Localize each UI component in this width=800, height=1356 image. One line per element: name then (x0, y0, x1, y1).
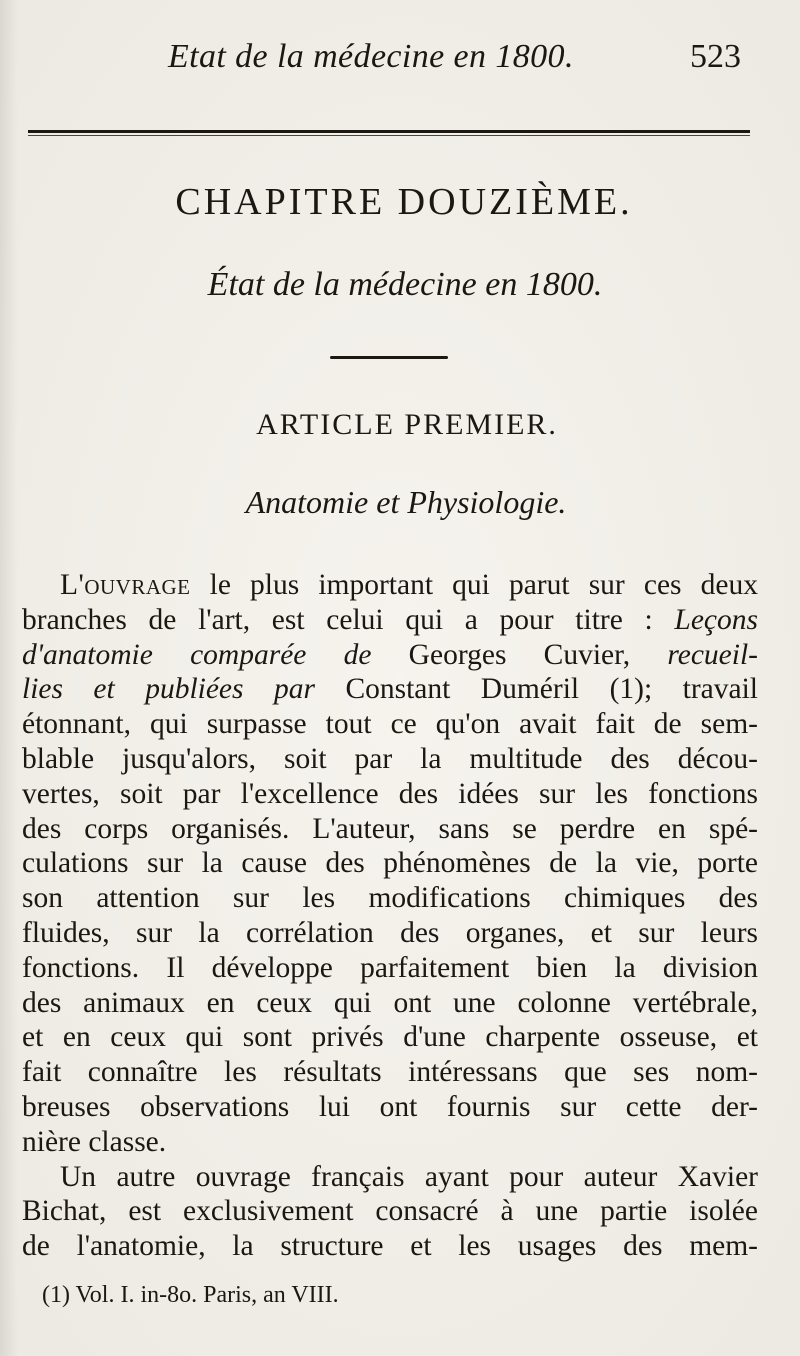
text-line: fonctions. Il développe parfaitement bien la division (22, 951, 758, 984)
text-line: blable jusqu'alors, soit par la multitude des décou- (22, 742, 758, 775)
italic-title: lies et publiées par (22, 673, 315, 706)
text-line: Bichat, est exclusivement consacré à une partie isolée (22, 1195, 758, 1228)
running-head-title: Etat de la médecine en 1800. (168, 38, 574, 75)
footnote: (1) Vol. I. in-8o. Paris, an VIII. (42, 1282, 339, 1308)
text-line (22, 672, 758, 707)
small-caps-opening: L'ouvrage (60, 569, 191, 601)
text-line: fluides, sur la corrélation des organes, et sur leurs (22, 916, 758, 949)
header-rule-thin (28, 135, 750, 136)
text-line (22, 568, 758, 603)
header-rule (28, 130, 750, 133)
chapter-heading: CHAPITRE DOUZIÈME. (175, 181, 633, 223)
page-number: 523 (690, 38, 741, 75)
text-line: son attention sur les modifications chimiques des (22, 882, 758, 915)
body-text (22, 568, 758, 1264)
text-line: fait connaître les résultats intéressans que ses nom- (22, 1056, 758, 1089)
text-line: Un autre ouvrage français ayant pour auteur Xavier (60, 1160, 758, 1193)
text-run: branches de l'art, est celui qui a pour titre : (22, 603, 675, 636)
text-line: des corps organisés. L'auteur, sans se perdre en spé- (22, 812, 758, 845)
text-line: étonnant, qui surpasse tout ce qu'on avait fait de sem- (22, 708, 758, 741)
text-run: le plus important qui parut sur ces deux (190, 569, 758, 601)
text-line: nière classe. (22, 1125, 167, 1158)
text-line: et en ceux qui sont privés d'une charpente osseuse, et (22, 1021, 758, 1054)
italic-title: d'anatomie comparée de (22, 638, 372, 671)
text-line (22, 638, 758, 673)
italic-title: recueil- (667, 638, 758, 671)
text-run: Georges Cuvier, (371, 638, 668, 671)
article-heading: ARTICLE PREMIER. (256, 408, 558, 441)
italic-title: Leçons (674, 603, 758, 636)
text-run: Constant Duméril (1); travail (314, 673, 758, 706)
section-heading: Anatomie et Physiologie. (245, 484, 567, 520)
running-head (0, 36, 800, 86)
text-line: vertes, soit par l'excellence des idées sur les fonctions (22, 777, 758, 810)
chapter-subtitle: État de la médecine en 1800. (207, 266, 603, 303)
text-line: de l'anatomie, la structure et les usages des mem- (22, 1230, 758, 1263)
text-line (22, 603, 758, 638)
section-divider-rule (330, 356, 448, 359)
text-line: breuses observations lui ont fournis sur cette der- (22, 1090, 758, 1123)
text-line: des animaux en ceux qui ont une colonne vertébrale, (22, 986, 758, 1019)
text-line: culations sur la cause des phénomènes de la vie, porte (22, 847, 758, 880)
